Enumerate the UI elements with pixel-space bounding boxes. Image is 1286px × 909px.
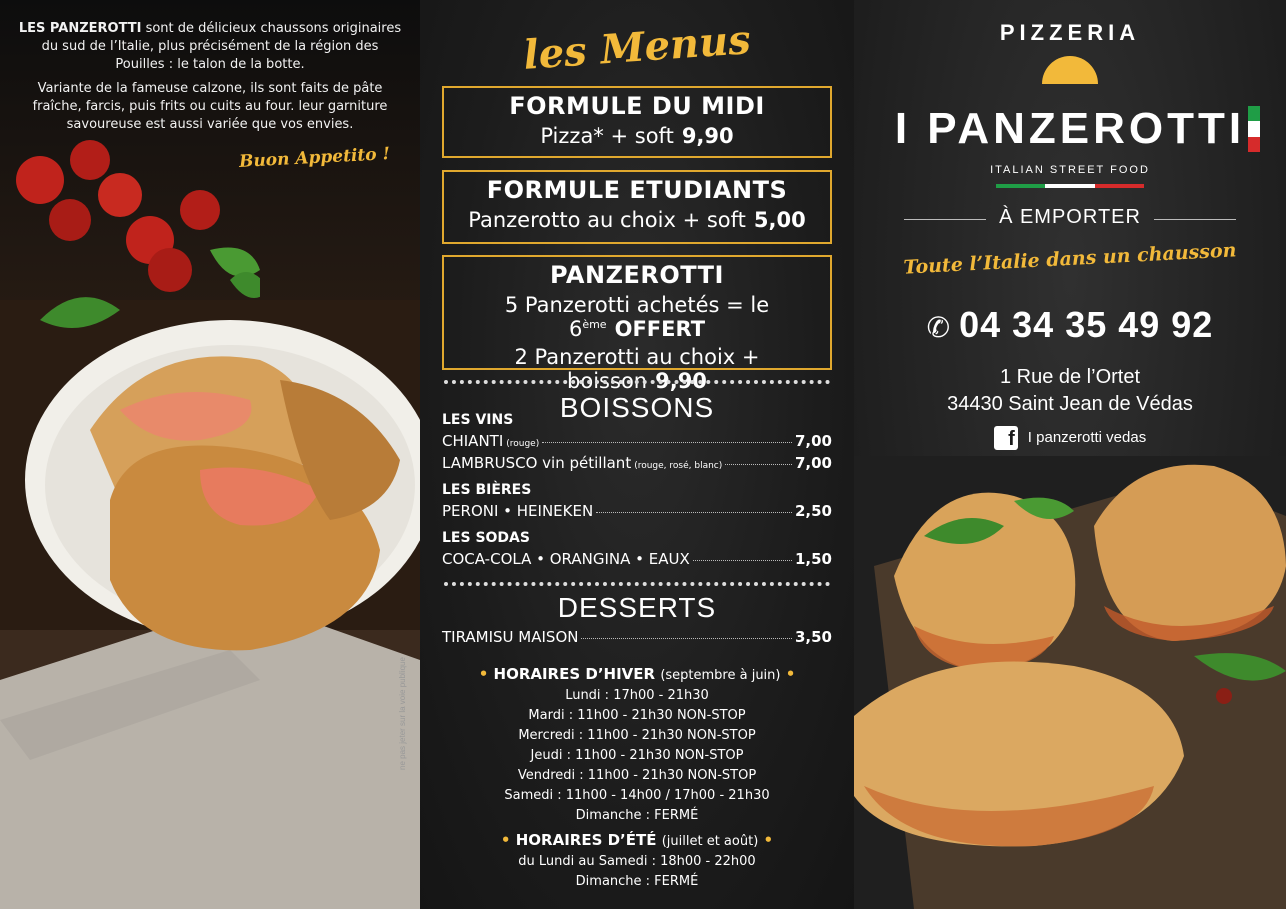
formule-etudiants-title: FORMULE ETUDIANTS [486,176,788,204]
item-name: COCA-COLA • ORANGINA • EAUX [442,550,690,568]
menu-row-sodas [442,550,832,568]
panzerotti-line1 [444,293,830,341]
formule-etudiants-line [444,208,830,232]
formule-midi-box [442,86,832,158]
horaires-ete-sub: (juillet et août) [661,834,759,849]
tomato-basil-decoration [0,120,260,350]
horaires-ete-title: HORAIRES D’ÉTÉ [515,831,657,849]
boissons-title: BOISSONS [559,392,715,423]
menu-row-tiramisu [442,628,832,646]
bieres-label: LES BIÈRES [442,482,532,498]
intro-p1: sont de délicieux chaussons originaires du sud de l’Italie, plus précisément de la région des Pouilles : le talon de la botte. [41,21,402,72]
item-price: 7,00 [794,432,832,450]
hours-line: Mercredi : 11h00 - 21h30 NON-STOP [518,728,756,743]
hours-line: Samedi : 11h00 - 14h00 / 17h00 - 21h30 [504,788,770,803]
horaires-ete-head: • HORAIRES D’ÉTÉ (juillet et août) • [500,831,774,849]
half-pizza-logo-icon [1040,54,1100,86]
vins-label: LES VINS [442,412,514,428]
item-name: LAMBRUSCO vin pétillant [442,454,632,472]
phone-text: 04 34 35 49 92 [959,304,1214,345]
italian-flag-icon [1248,106,1260,152]
menu-panel [420,0,854,909]
item-name: PERONI • HEINEKEN [442,502,594,520]
formule-midi-price: 9,90 [681,124,734,148]
vertical-note: ne pas jeter sur la voie publique [398,657,407,770]
panzerotti-line2 [444,345,830,393]
address [854,364,1286,418]
formule-etudiants-price: 5,00 [753,208,806,232]
item-price: 1,50 [794,550,832,568]
item-detail: (rouge, rosé, blanc) [634,461,723,471]
phone-number[interactable] [854,304,1286,346]
formule-midi-title: FORMULE DU MIDI [509,92,765,120]
hours-line: Lundi : 17h00 - 21h30 [565,688,709,703]
hours-line: Mardi : 11h00 - 21h30 NON-STOP [528,708,746,723]
panzerotti-title: PANZEROTTI [550,261,724,289]
left-panel [0,0,420,909]
panzerotti-offert: OFFERT [614,317,706,341]
hours-line: Vendredi : 11h00 - 21h30 NON-STOP [517,768,757,783]
formule-midi-text: Pizza* + soft [540,124,674,148]
intro-bold: LES PANZEROTTI [18,21,142,36]
slogan: Toute l’Italie dans un chausson [903,239,1237,279]
tricolor-underline [996,184,1144,188]
panzerotti-board-photo [854,456,1286,909]
horaires-hiver-head: • HORAIRES D’HIVER (septembre à juin) • [478,665,796,683]
formule-etudiants-box [442,170,832,244]
divider-dots [444,380,830,384]
horaires-hiver [420,664,854,826]
item-detail: (rouge) [506,439,540,449]
hours-line: Dimanche : FERMÉ [575,874,699,889]
menu-row-bieres [442,502,832,520]
address-line1: 1 Rue de l’Ortet [999,366,1141,388]
buon-appetito: Buon Appetito ! [238,144,391,172]
divider-right [1154,219,1236,220]
item-price: 7,00 [794,454,832,472]
horaires-hiver-sub: (septembre à juin) [660,668,781,683]
item-price: 3,50 [794,628,832,646]
panzerotti-box [442,255,832,393]
formule-etudiants-text: Panzerotto au choix + soft [468,208,746,232]
hours-line: du Lundi au Samedi : 18h00 - 22h00 [518,854,756,869]
menus-title: les Menus [521,16,753,79]
phone-icon: ✆ [926,312,952,343]
item-name: CHIANTI [442,432,504,450]
emporter-label: À EMPORTER [999,206,1141,228]
pizzeria-label: PIZZERIA [999,20,1141,45]
hours-line: Dimanche : FERMÉ [575,808,699,823]
brand-name: I PANZEROTTI [894,104,1246,153]
facebook-icon: f [994,426,1018,450]
panzerotti-plate-photo [0,300,420,909]
divider-dots [444,582,830,586]
item-name: TIRAMISU MAISON [442,628,579,646]
facebook-text: I panzerotti vedas [1027,428,1147,446]
panzerotti-offer-text: 5 Panzerotti achetés = le 6 [504,293,770,341]
facebook-link[interactable] [854,426,1286,450]
horaires-ete [420,830,854,892]
item-price: 2,50 [794,502,832,520]
menu-row-chianti [442,432,832,450]
panzerotti-sup: ème [582,318,607,331]
horaires-hiver-title: HORAIRES D’HIVER [493,665,656,683]
desserts-title: DESSERTS [557,592,717,623]
brand-panel [854,0,1286,909]
panzerotti-combo-text: 2 Panzerotti au choix + boisson [514,345,760,393]
menu-row-lambrusco [442,454,832,472]
hours-line: Jeudi : 11h00 - 21h30 NON-STOP [530,748,744,763]
formule-midi-line [444,124,830,148]
address-line2: 34430 Saint Jean de Védas [947,393,1193,415]
brand-tagline: ITALIAN STREET FOOD [990,164,1150,176]
sodas-label: LES SODAS [442,530,530,546]
intro-p2: Variante de la fameuse calzone, ils sont faits de pâte fraîche, farcis, puis frits ou cuits au four. leur garniture savoureuse est aussi variée que vos envies. [32,81,388,132]
panzerotti-combo-price: 9,90 [655,369,707,393]
